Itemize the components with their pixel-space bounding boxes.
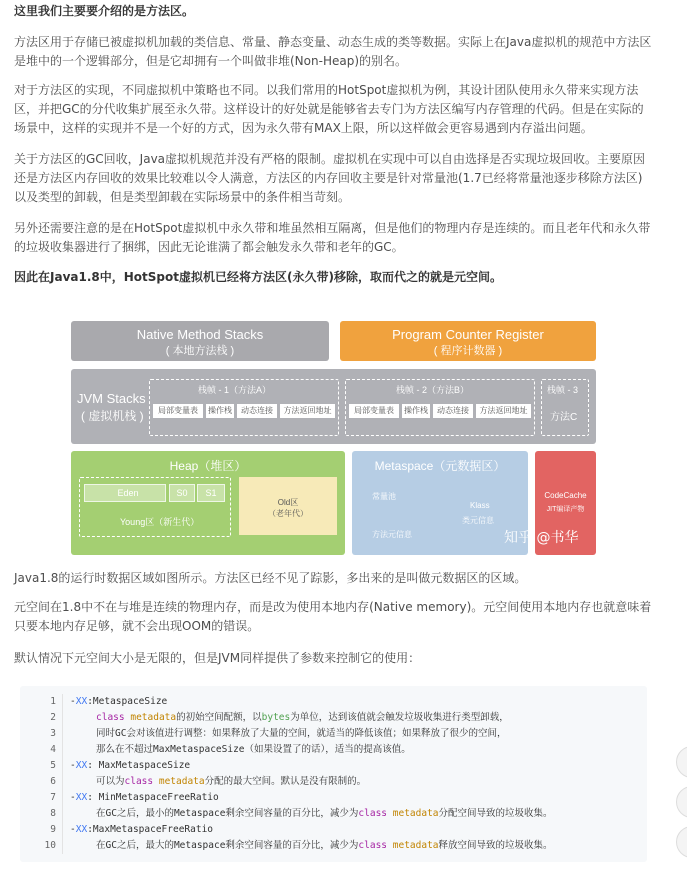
paragraph-3: 关于方法区的GC回收，Java虚拟机规范并没有严格的限制。虚拟机在实现中可以自由选择是否实现垃圾回收。主要原因还是方法区内存回收的效果比较难以令人满意，方法区的内存回收主要是针对常量池(1.7已经将常量池逐步移除方法区)以及类型的卸载，但是类型卸载在实际场景中的条件相当苛刻。 [14, 152, 646, 204]
code-line: class metadata的初始空间配额，以bytes为单位，达到该值就会触发垃圾收集进行类型卸载， [96, 712, 509, 723]
code-block [20, 686, 647, 862]
frame1-dynamic-link: 动态连接 [237, 404, 277, 418]
stack-frame-2 [345, 379, 535, 436]
line-number: 1 [50, 696, 56, 707]
line-number: 10 [44, 840, 56, 851]
native-stacks-label: Native Method Stacks [136, 327, 264, 342]
old-gen-label: Old区 [277, 498, 299, 507]
line-number-gutter [20, 694, 63, 854]
paragraph-2: 对于方法区的实现，不同虚拟机中策略也不同。以我们常用的HotSpot虚拟机为例，其设计团队使用永久带来实现方法区，并把GC的分代收集扩展至永久带。这样设计的好处就是能够省去专门为方法区编写内存管理的代码。但是在实际的场景中，这样的实现并不是一个好的方式，因为永久带有MAX上限，所以这样做会更容易遇到内存溢出问题。 [14, 83, 644, 135]
code-line: 同时GC会对该值进行调整：如果释放了大量的空间，就适当的降低该值；如果释放了很少的空间， [96, 728, 507, 739]
meta-class-info: 类元信息 [462, 516, 494, 525]
pc-register-label-cn: ( 程序计数器 ) [433, 345, 503, 357]
section-heading: 这里我们主要要介绍的是方法区。 [14, 4, 195, 18]
code-lines [70, 694, 640, 854]
old-gen-label-cn: （老年代） [268, 509, 308, 518]
code-line: -XX:MetaspaceSize [70, 696, 168, 707]
program-counter-box [340, 321, 596, 361]
code-line: -XX: MinMetaspaceFreeRatio [70, 792, 219, 803]
method-c-label: 方法C [550, 412, 578, 423]
frame2-return-address: 方法返回地址 [476, 404, 531, 418]
stack-frame-1 [149, 379, 339, 436]
survivor-s1 [197, 484, 225, 502]
frame1-return-address: 方法返回地址 [280, 404, 335, 418]
code-line: 在GC之后，最小的Metaspace剩余空间容量的百分比，减少为class metadata分配空间导致的垃圾收集。 [96, 808, 553, 819]
line-number: 5 [50, 760, 56, 771]
paragraph-after-2: 元空间在1.8中不在与堆是连续的物理内存，而是改为使用本地内存(Native memory)。元空间使用本地内存也就意味着只要本地内存足够，就不会出现OOM的错误。 [14, 600, 652, 633]
jvm-memory-diagram [54, 305, 614, 563]
bold-conclusion: 因此在Java1.8中，HotSpot虚拟机已经将方法区(永久带)移除，取而代之的就是元空间。 [14, 270, 502, 284]
jvm-stacks-label-cn: ( 虚拟机栈 ) [81, 409, 144, 423]
floating-share-button[interactable] [676, 826, 687, 858]
stack-frame-2-label: 栈帧 - 2（方法B） [396, 385, 470, 395]
native-method-stacks-box [71, 321, 329, 361]
floating-like-button[interactable] [676, 746, 687, 778]
jit-label: JIT编译产物 [546, 506, 585, 513]
metaspace-box [352, 451, 528, 555]
line-number: 7 [50, 792, 56, 803]
paragraph-1: 方法区用于存储已被虚拟机加载的类信息、常量、静态变量、动态生成的类等数据。实际上在Java虚拟机的规范中方法区是堆中的一个逻辑部分，但是它却拥有一个叫做非堆(Non-Heap)的别名。 [14, 35, 652, 68]
code-line: -XX:MaxMetaspaceFreeRatio [70, 824, 214, 835]
frame2-local-vars: 局部变量表 [349, 404, 399, 418]
zhihu-watermark: 知乎 @书华 [504, 530, 579, 546]
code-line: 可以为class metadata分配的最大空间。默认是没有限制的。 [96, 776, 367, 787]
jvm-stacks-box [71, 369, 596, 444]
stack-frame-3-label: 栈帧 - 3 [547, 385, 579, 395]
eden-label: Eden [117, 488, 139, 498]
stack-frame-3 [541, 379, 589, 436]
heap-box [71, 451, 345, 555]
line-number: 2 [50, 712, 56, 723]
meta-constant-pool: 常量池 [372, 492, 396, 501]
native-stacks-label-cn: ( 本地方法栈 ) [165, 345, 235, 357]
floating-comment-button[interactable] [676, 786, 687, 818]
young-gen-label: Young区（新生代） [120, 517, 200, 527]
meta-method-info: 方法元信息 [372, 530, 412, 539]
line-number: 4 [50, 744, 56, 755]
meta-klass: Klass [470, 501, 490, 510]
metaspace-label: Metaspace（元数据区） [374, 459, 506, 473]
stack-frame-1-label: 栈帧 - 1（方法A） [198, 385, 272, 395]
frame2-dynamic-link: 动态连接 [433, 404, 473, 418]
frame1-local-vars: 局部变量表 [153, 404, 203, 418]
young-gen-frame [79, 477, 231, 537]
frame2-operand-stack: 操作栈 [402, 404, 430, 418]
pc-register-label: Program Counter Register [392, 327, 544, 342]
frame1-operand-stack: 操作栈 [206, 404, 234, 418]
eden-space [84, 484, 166, 502]
survivor-s0 [169, 484, 195, 502]
jvm-stacks-label: JVM Stacks [77, 391, 146, 406]
line-number: 6 [50, 776, 56, 787]
paragraph-4: 另外还需要注意的是在HotSpot虚拟机中永久带和堆虽然相互隔离，但是他们的物理内存是连续的。而且老年代和永久带的垃圾收集器进行了捆绑，因此无论谁满了都会触发永久带和老年的GC。 [14, 221, 651, 254]
code-line: 那么在不超过MaxMetaspaceSize（如果设置了的话），适当的提高该值。 [96, 744, 411, 755]
line-number: 9 [50, 824, 56, 835]
s0-label: S0 [176, 488, 188, 498]
heap-label: Heap（堆区） [169, 459, 247, 473]
s1-label: S1 [205, 488, 217, 498]
line-number: 8 [50, 808, 56, 819]
code-line: -XX: MaxMetaspaceSize [70, 760, 191, 771]
line-number: 3 [50, 728, 56, 739]
code-line: 在GC之后，最大的Metaspace剩余空间容量的百分比，减少为class metadata释放空间导致的垃圾收集。 [96, 840, 553, 851]
codecache-label: CodeCache [544, 491, 587, 500]
paragraph-after-1: Java1.8的运行时数据区域如图所示。方法区已经不见了踪影，多出来的是叫做元数据区的区域。 [14, 571, 527, 585]
paragraph-after-3: 默认情况下元空间大小是无限的，但是JVM同样提供了参数来控制它的使用： [14, 651, 421, 665]
old-gen-box [239, 477, 337, 535]
